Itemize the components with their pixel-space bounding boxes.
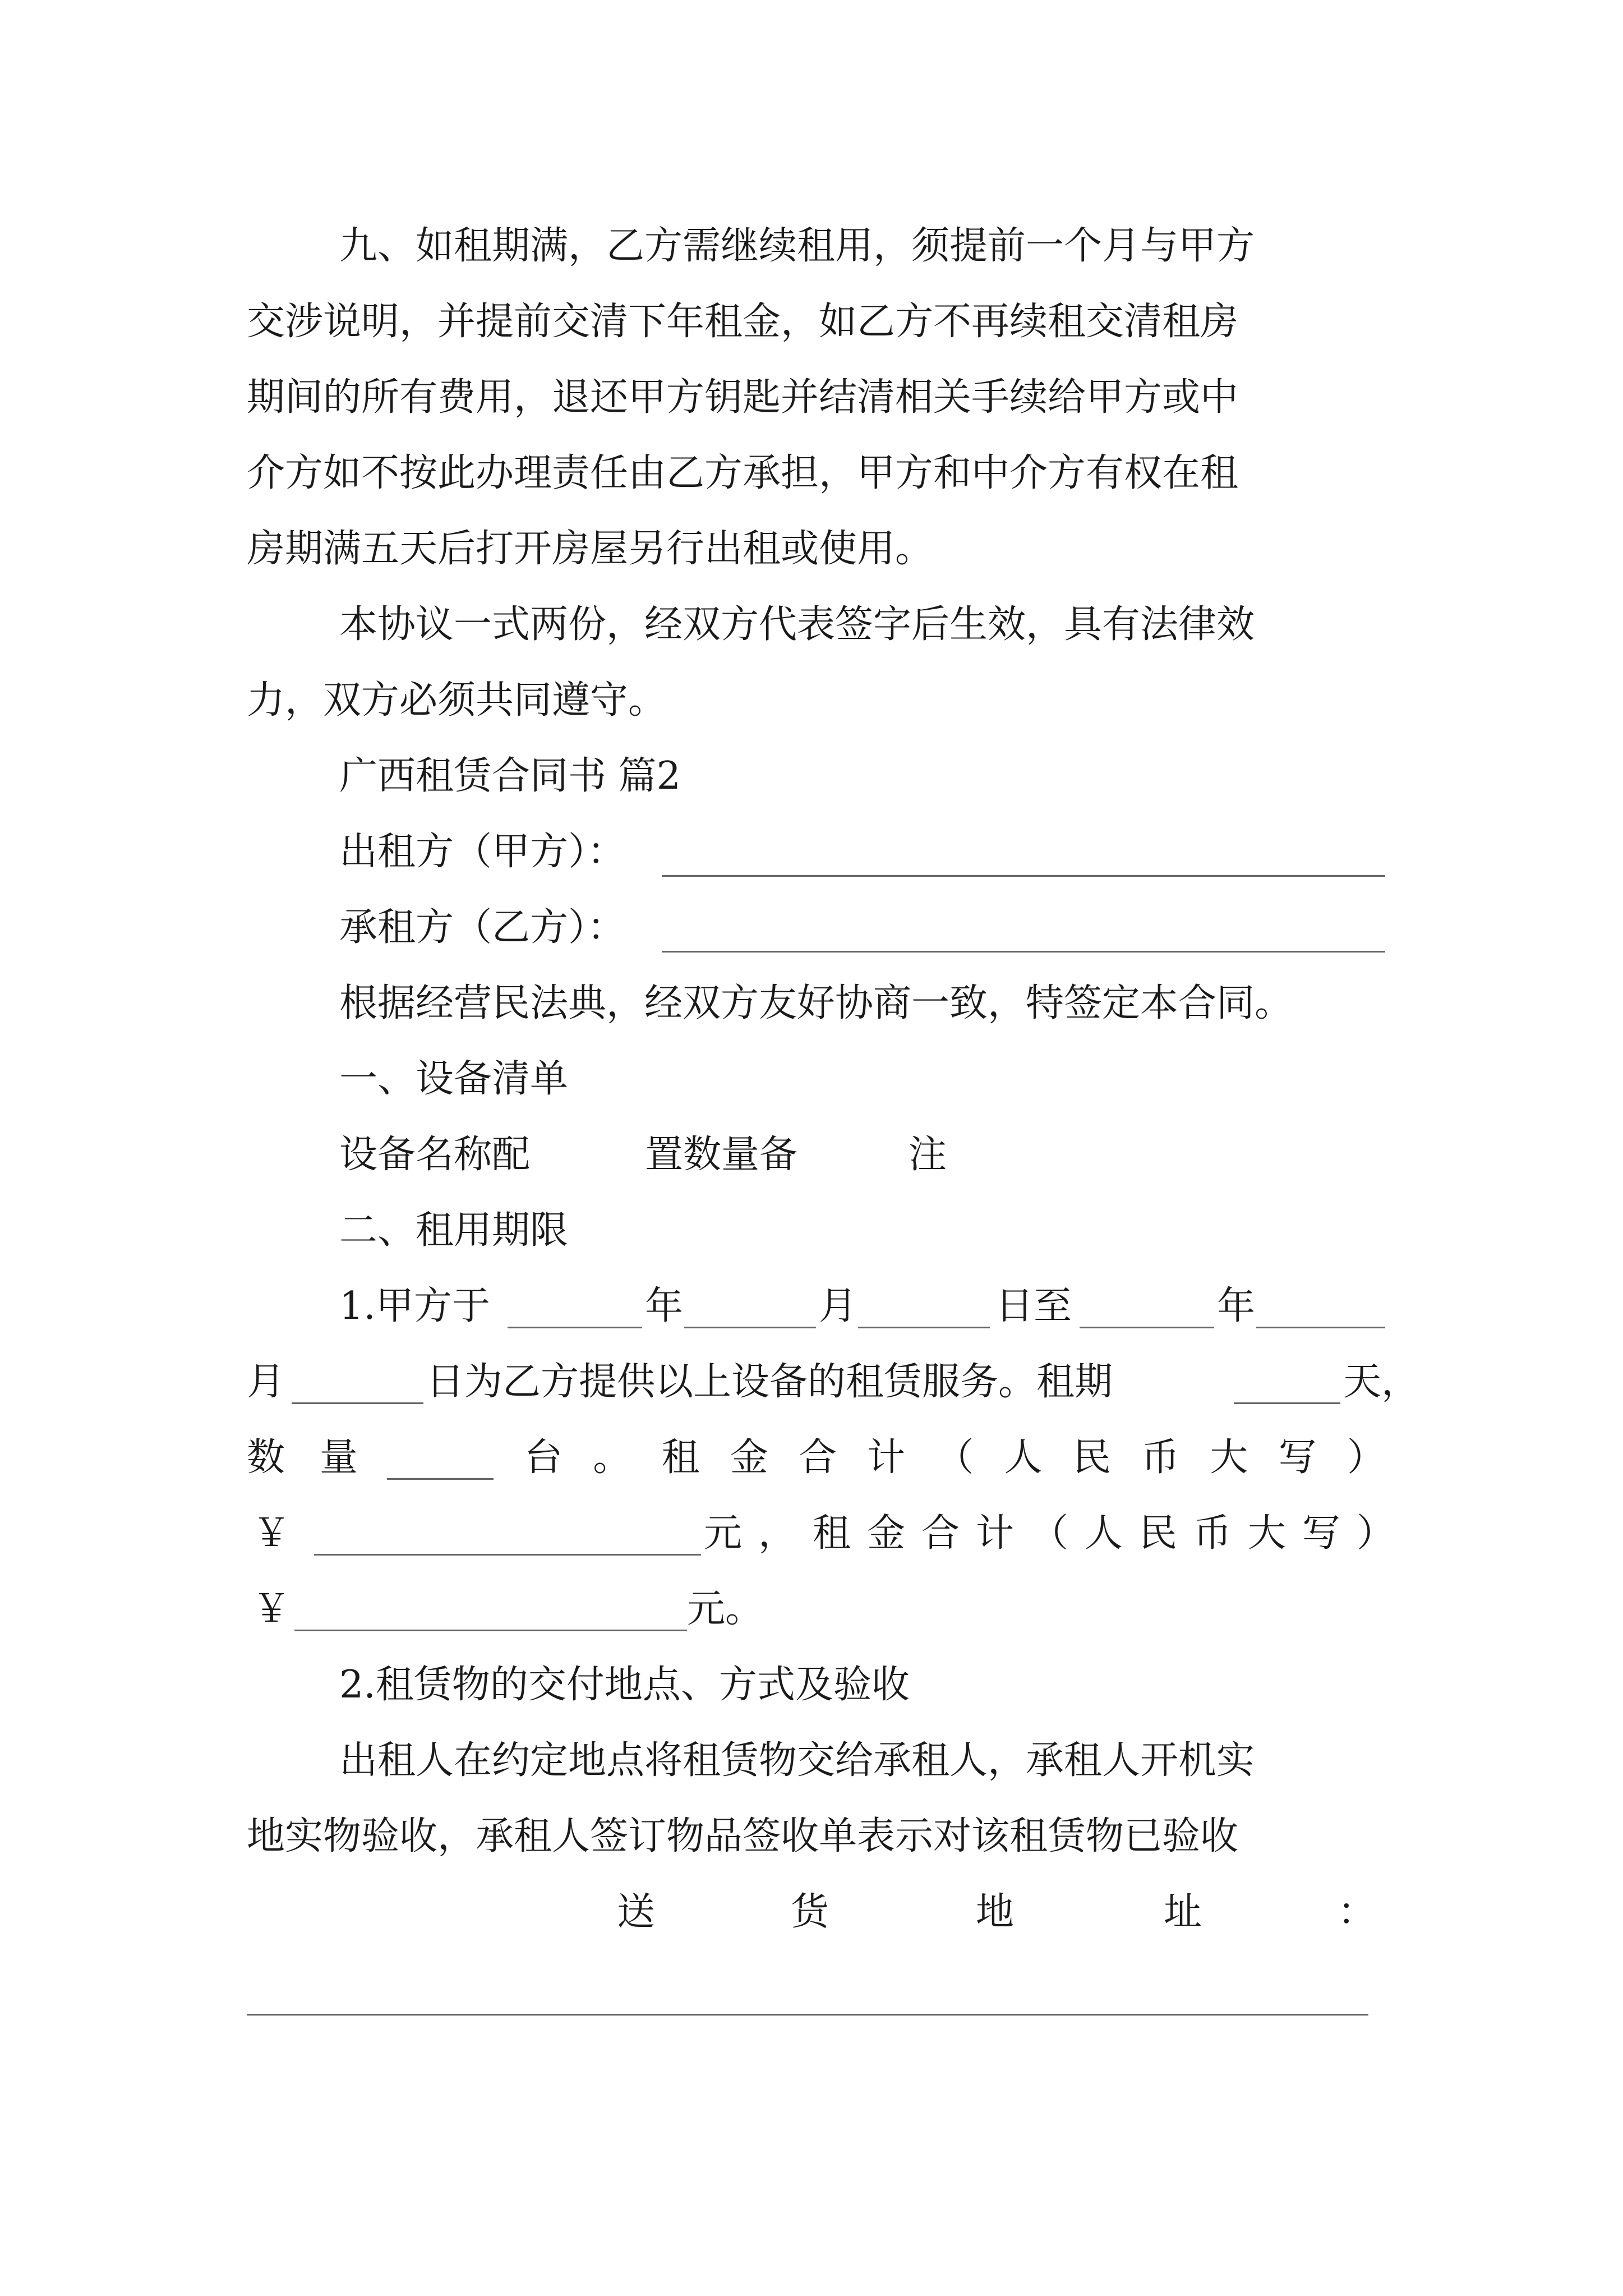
- para9-line5: 房期满五天后打开房屋另行出租或使用。: [247, 527, 934, 571]
- blank-start-day: [858, 1327, 990, 1328]
- section-title: 广西租赁合同书 篇2: [339, 754, 681, 798]
- term-day-to: 日至: [995, 1284, 1072, 1328]
- term-year: 年: [645, 1284, 684, 1328]
- blank-end-year: [1080, 1327, 1214, 1328]
- blank-days: [1234, 1402, 1340, 1404]
- term-year-2: 年: [1217, 1284, 1256, 1328]
- section2-heading: 二、租用期限: [339, 1208, 569, 1253]
- blank-end-day: [292, 1402, 423, 1404]
- term-party-a: 1.甲方于: [339, 1284, 490, 1328]
- term-rent-total-2: 元，租金合计（人民币大写）: [704, 1511, 1412, 1556]
- basis-text: 根据经营民法典，经双方友好协商一致，特签定本合同。: [339, 981, 1293, 1025]
- address-char-4: 址: [1164, 1890, 1202, 1934]
- para9-line3: 期间的所有费用，退还甲方钥匙并结清相关手续给甲方或中: [247, 375, 1239, 420]
- section1-heading: 一、设备清单: [339, 1057, 569, 1101]
- address-char-1: 送: [617, 1890, 656, 1934]
- agreement-line2: 力，双方必须共同遵守。: [247, 678, 667, 723]
- term-month-2: 月: [247, 1360, 285, 1404]
- yen-sign-1: ￥: [252, 1511, 291, 1556]
- lessee-blank: [662, 951, 1385, 953]
- term-service: 日为乙方提供以上设备的租赁服务。租期: [426, 1360, 1113, 1404]
- agreement-line1: 本协议一式两份，经双方代表签字后生效，具有法律效: [339, 602, 1255, 647]
- blank-amount-2: [294, 1630, 687, 1631]
- blank-end-month: [1256, 1327, 1385, 1328]
- yen-sign-2: ￥: [252, 1587, 291, 1631]
- blank-quantity: [387, 1478, 494, 1480]
- blank-amount-1: [314, 1554, 701, 1556]
- blank-start-year: [508, 1327, 642, 1328]
- para9-line4: 介方如不按此办理责任由乙方承担，甲方和中介方有权在租: [247, 451, 1239, 495]
- term-yuan-end: 元。: [687, 1587, 764, 1631]
- address-colon: ：: [1338, 1890, 1376, 1934]
- table-header-col2: 置数量备: [645, 1133, 798, 1177]
- blank-start-month: [684, 1327, 816, 1328]
- address-char-2: 货: [791, 1890, 829, 1934]
- table-header-col3: 注: [909, 1133, 947, 1177]
- term-rent-total-line: 台 。 租 金 合 计 （ 人 民 币 大 写 ）: [524, 1435, 1385, 1480]
- address-char-3: 地: [976, 1890, 1015, 1934]
- term-qty-1: 数: [247, 1435, 285, 1480]
- address-blank: [247, 2014, 1368, 2016]
- lessee-label: 承租方（乙方）：: [339, 905, 626, 950]
- term-days: 天，: [1343, 1360, 1420, 1404]
- term-qty-2: 量: [320, 1435, 358, 1480]
- lessor-blank: [662, 875, 1385, 877]
- term-month: 月: [819, 1284, 857, 1328]
- lessor-label: 出租方（甲方）：: [339, 830, 626, 874]
- delivery-title: 2.租赁物的交付地点、方式及验收: [339, 1663, 910, 1707]
- table-header-col1: 设备名称配: [339, 1133, 531, 1177]
- para9-line2: 交涉说明，并提前交清下年租金，如乙方不再续租交清租房: [247, 300, 1239, 344]
- para9-line1: 九、如租期满，乙方需继续租用，须提前一个月与甲方: [339, 224, 1255, 268]
- delivery-line1: 出租人在约定地点将租赁物交给承租人，承租人开机实: [339, 1738, 1255, 1783]
- delivery-line2: 地实物验收，承租人签订物品签收单表示对该租赁物已验收: [247, 1814, 1239, 1858]
